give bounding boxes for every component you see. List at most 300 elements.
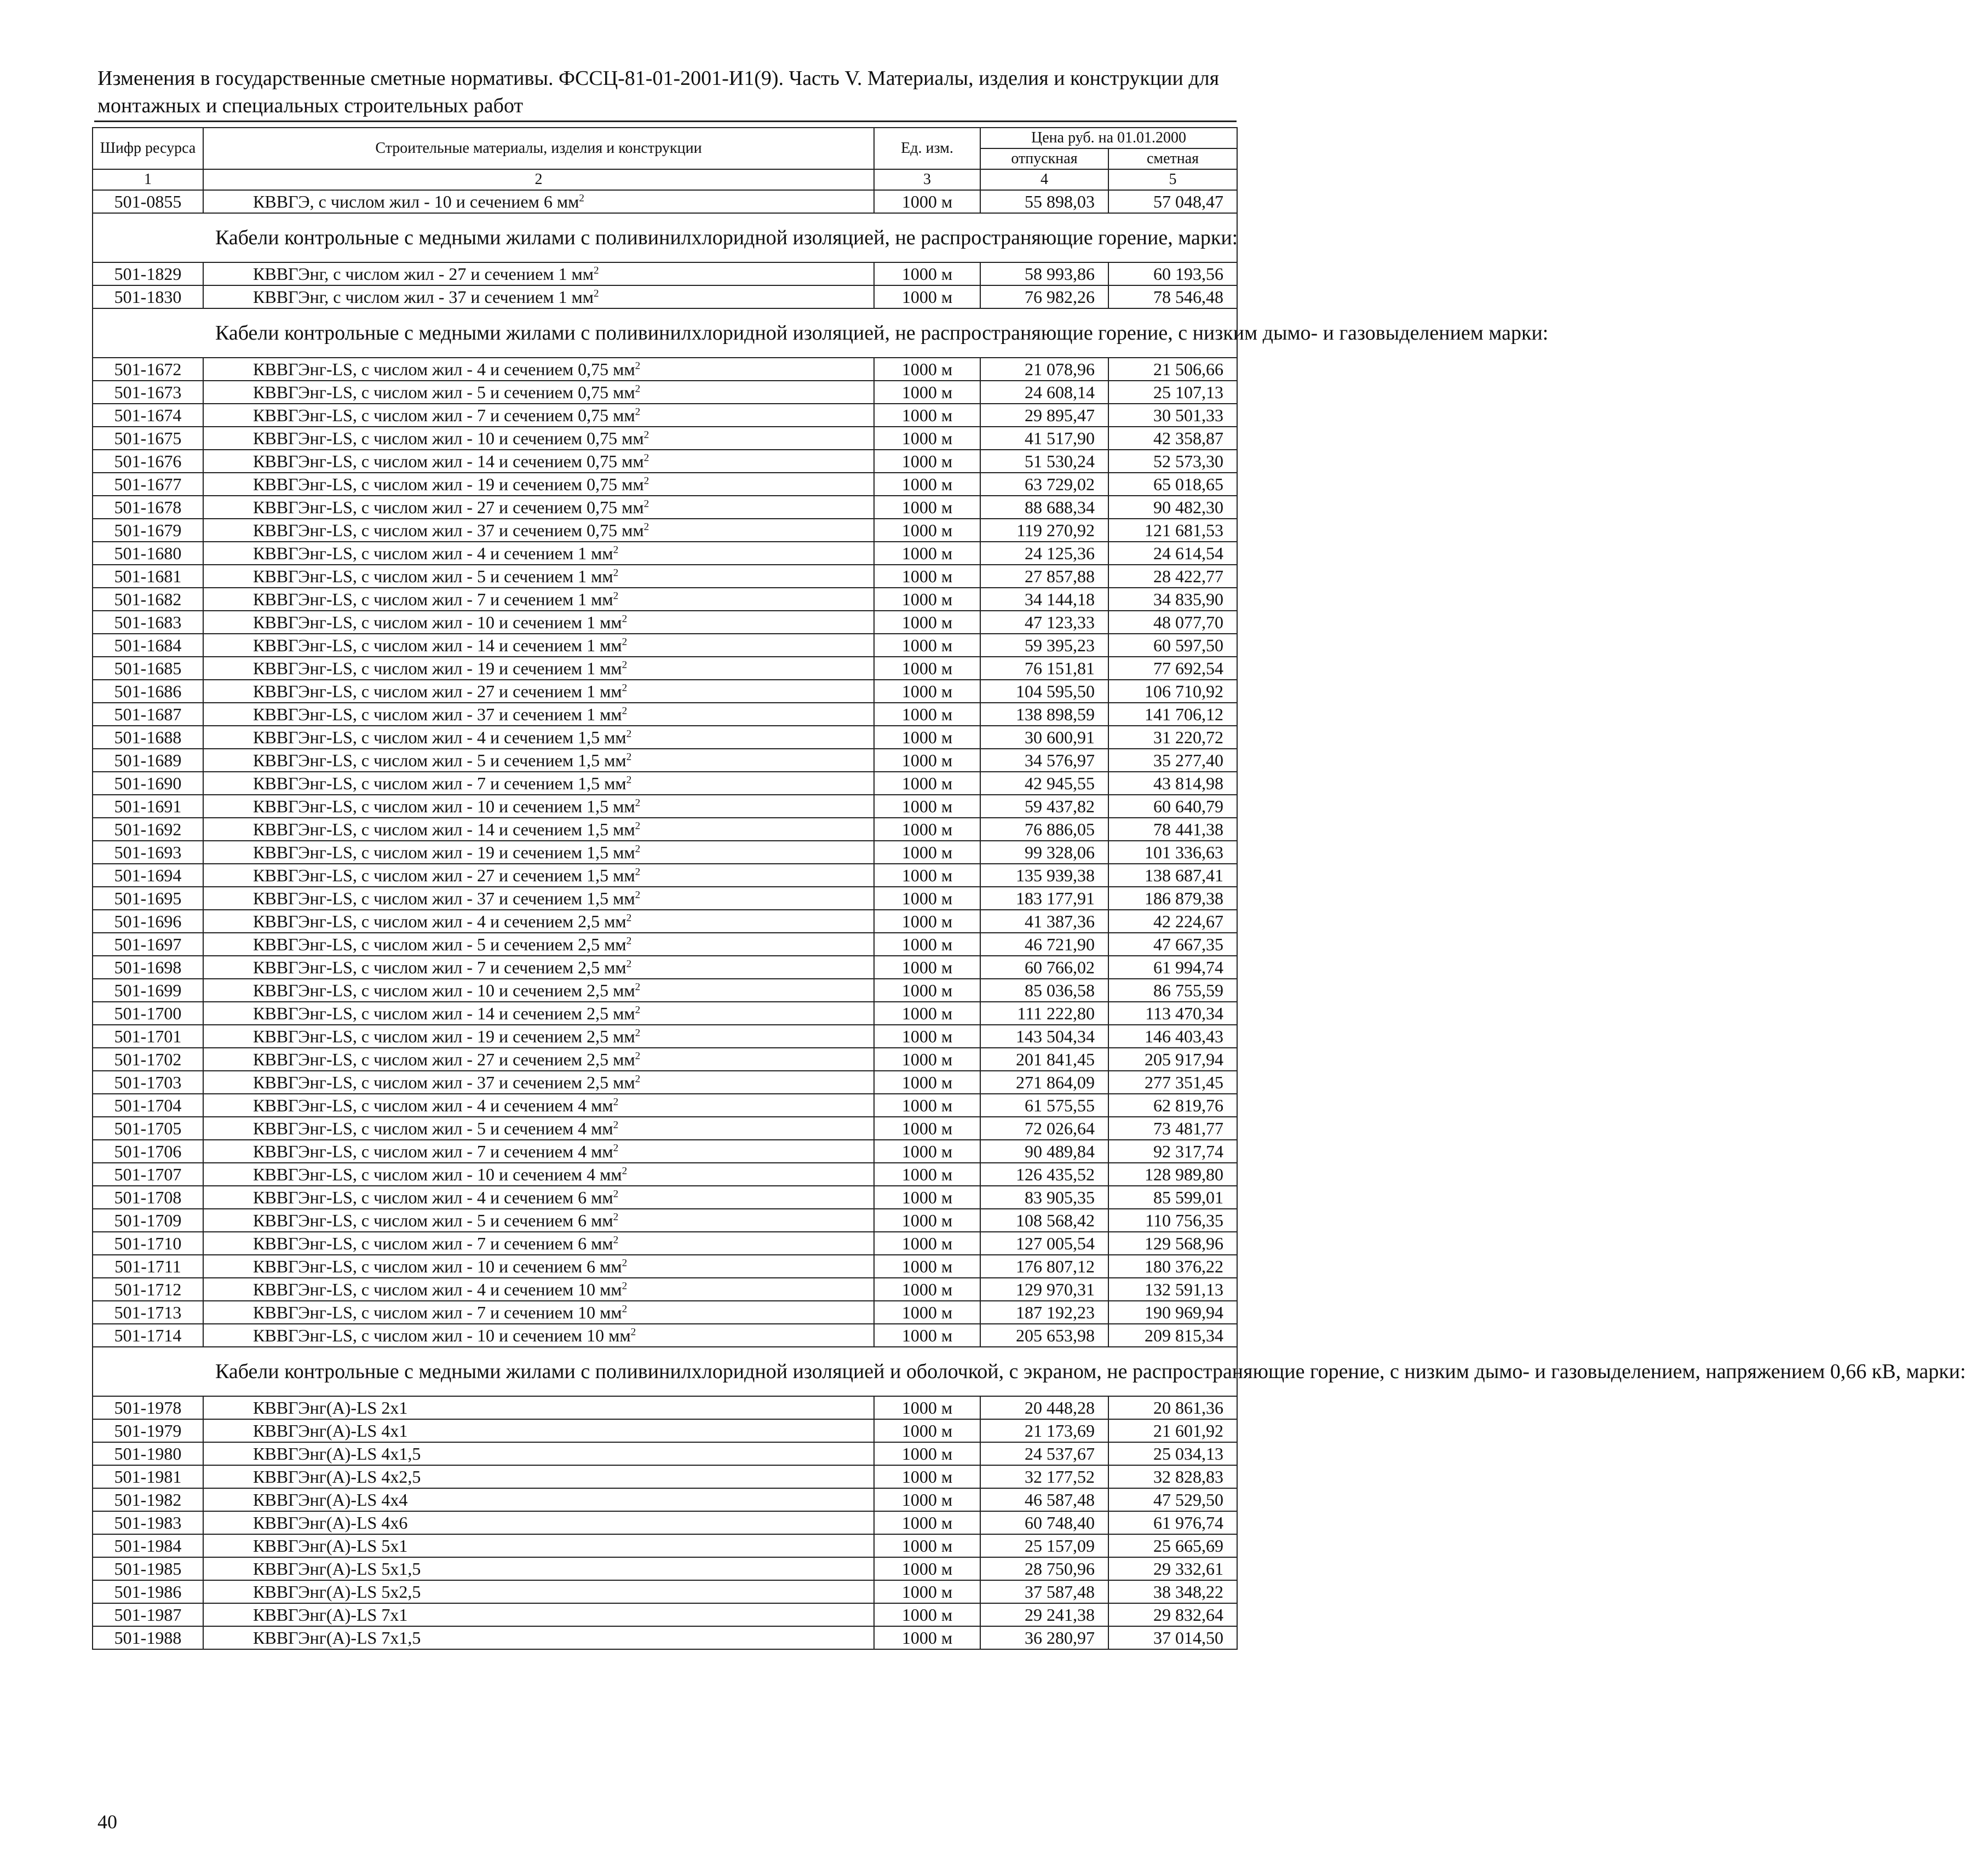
price-release: 138 898,59 xyxy=(980,703,1108,726)
price-release: 99 328,06 xyxy=(980,841,1108,864)
table-row xyxy=(93,933,1237,956)
material-name-cell xyxy=(203,1603,874,1626)
price-release: 187 192,23 xyxy=(980,1301,1108,1324)
table-row xyxy=(93,1301,1237,1324)
unit-cell: 1000 м xyxy=(874,1557,980,1580)
material-name: КВВГЭнг-LS, с числом жил - 37 и сечением 0,75 мм xyxy=(253,520,644,540)
price-estimate: 48 077,70 xyxy=(1108,611,1237,634)
material-name-cell xyxy=(203,1324,874,1347)
table-row xyxy=(93,1071,1237,1094)
material-name: КВВГЭнг-LS, с числом жил - 10 и сечением 2,5 мм xyxy=(253,980,635,1000)
material-name-cell xyxy=(203,1511,874,1534)
table-row xyxy=(93,1278,1237,1301)
resource-code: 501-1689 xyxy=(93,749,203,772)
price-estimate: 21 506,66 xyxy=(1108,358,1237,381)
material-name: КВВГЭнг-LS, с числом жил - 7 и сечением 10 мм xyxy=(253,1303,622,1322)
table-row xyxy=(93,1186,1237,1209)
material-name: КВВГЭнг-LS, с числом жил - 14 и сечением 1,5 мм xyxy=(253,819,635,839)
header-divider xyxy=(94,121,1237,122)
material-name-cell xyxy=(203,1094,874,1117)
unit-cell: 1000 м xyxy=(874,979,980,1002)
price-estimate: 141 706,12 xyxy=(1108,703,1237,726)
material-name: КВВГЭнг-LS, с числом жил - 10 и сечением 1 мм xyxy=(253,612,622,632)
unit-cell: 1000 м xyxy=(874,427,980,450)
unit-cell: 1000 м xyxy=(874,381,980,404)
table-row xyxy=(93,887,1237,910)
price-estimate: 128 989,80 xyxy=(1108,1163,1237,1186)
unit-cell: 1000 м xyxy=(874,910,980,933)
table-row xyxy=(93,588,1237,611)
resource-code: 501-1713 xyxy=(93,1301,203,1324)
resource-code: 501-1691 xyxy=(93,795,203,818)
unit-cell: 1000 м xyxy=(874,1255,980,1278)
material-name: КВВГЭнг-LS, с числом жил - 37 и сечением 1,5 мм xyxy=(253,888,635,908)
unit-cell: 1000 м xyxy=(874,1534,980,1557)
material-name-cell xyxy=(203,680,874,703)
material-name-cell xyxy=(203,1419,874,1442)
unit-cell: 1000 м xyxy=(874,1209,980,1232)
table-row xyxy=(93,749,1237,772)
material-name-cell xyxy=(203,473,874,496)
material-name-cell xyxy=(203,542,874,565)
price-estimate: 85 599,01 xyxy=(1108,1186,1237,1209)
unit-cell: 1000 м xyxy=(874,262,980,285)
superscript-unit: 2 xyxy=(613,1119,619,1131)
material-name: КВВГЭнг-LS, с числом жил - 19 и сечением 1,5 мм xyxy=(253,842,635,862)
material-name-cell xyxy=(203,285,874,308)
superscript-unit: 2 xyxy=(635,406,641,418)
group-heading-row xyxy=(93,1347,1237,1396)
resource-code: 501-1980 xyxy=(93,1442,203,1465)
unit-cell: 1000 м xyxy=(874,933,980,956)
resource-code: 501-1684 xyxy=(93,634,203,657)
material-name-cell xyxy=(203,1442,874,1465)
resource-code: 501-1700 xyxy=(93,1002,203,1025)
price-release: 24 125,36 xyxy=(980,542,1108,565)
superscript-unit: 2 xyxy=(635,1073,641,1085)
price-estimate: 32 828,83 xyxy=(1108,1465,1237,1488)
table-row xyxy=(93,1209,1237,1232)
unit-cell: 1000 м xyxy=(874,887,980,910)
superscript-unit: 2 xyxy=(630,1326,636,1338)
material-name-cell xyxy=(203,1002,874,1025)
unit-cell: 1000 м xyxy=(874,358,980,381)
resource-code: 501-1985 xyxy=(93,1557,203,1580)
price-release: 271 864,09 xyxy=(980,1071,1108,1094)
price-estimate: 25 107,13 xyxy=(1108,381,1237,404)
group-heading: Кабели контрольные с медными жилами с поливинилхлоридной изоляцией, не распространяющие горение, марки: xyxy=(203,213,1237,262)
price-estimate: 57 048,47 xyxy=(1108,190,1237,213)
table-row xyxy=(93,1140,1237,1163)
material-name: КВВГЭнг(А)-LS 5x1,5 xyxy=(253,1559,421,1579)
header-price-estimate: сметная xyxy=(1108,148,1237,169)
resource-code: 501-1690 xyxy=(93,772,203,795)
material-name: КВВГЭнг(А)-LS 5x1 xyxy=(253,1536,408,1556)
resource-code: 501-1679 xyxy=(93,519,203,542)
price-release: 47 123,33 xyxy=(980,611,1108,634)
resource-code: 501-1705 xyxy=(93,1117,203,1140)
superscript-unit: 2 xyxy=(622,1165,628,1177)
table-row xyxy=(93,1025,1237,1048)
resource-code: 501-1703 xyxy=(93,1071,203,1094)
resource-code: 501-1682 xyxy=(93,588,203,611)
superscript-unit: 2 xyxy=(613,590,619,602)
price-release: 88 688,34 xyxy=(980,496,1108,519)
material-name-cell xyxy=(203,427,874,450)
unit-cell: 1000 м xyxy=(874,841,980,864)
price-estimate: 42 358,87 xyxy=(1108,427,1237,450)
material-name-cell xyxy=(203,726,874,749)
material-name: КВВГЭнг, с числом жил - 27 и сечением 1 мм xyxy=(253,264,594,284)
material-name-cell xyxy=(203,634,874,657)
resource-code: 501-1711 xyxy=(93,1255,203,1278)
price-estimate: 29 832,64 xyxy=(1108,1603,1237,1626)
superscript-unit: 2 xyxy=(626,935,632,947)
unit-cell: 1000 м xyxy=(874,1396,980,1419)
unit-cell: 1000 м xyxy=(874,1603,980,1626)
price-release: 61 575,55 xyxy=(980,1094,1108,1117)
unit-cell: 1000 м xyxy=(874,1094,980,1117)
unit-cell: 1000 м xyxy=(874,1278,980,1301)
column-number: 2 xyxy=(203,169,874,190)
table-row xyxy=(93,680,1237,703)
price-estimate: 113 470,34 xyxy=(1108,1002,1237,1025)
price-release: 34 144,18 xyxy=(980,588,1108,611)
price-estimate: 186 879,38 xyxy=(1108,887,1237,910)
table-row xyxy=(93,864,1237,887)
table-row xyxy=(93,726,1237,749)
material-name: КВВГЭнг-LS, с числом жил - 5 и сечением 4 мм xyxy=(253,1118,613,1138)
document-header-title: Изменения в государственные сметные нормативы. ФССЦ-81-01-2001-И1(9). Часть V. Материалы, изделия и конструкции для монтажных и специальных строительных работ xyxy=(97,67,1220,117)
superscript-unit: 2 xyxy=(635,981,641,993)
material-name-cell xyxy=(203,450,874,473)
material-name-cell xyxy=(203,262,874,285)
resource-code: 501-1674 xyxy=(93,404,203,427)
price-release: 201 841,45 xyxy=(980,1048,1108,1071)
price-release: 42 945,55 xyxy=(980,772,1108,795)
material-name-cell xyxy=(203,496,874,519)
material-name: КВВГЭнг-LS, с числом жил - 7 и сечением 1 мм xyxy=(253,589,613,609)
material-name: КВВГЭнг(А)-LS 7x1,5 xyxy=(253,1628,421,1648)
price-release: 55 898,03 xyxy=(980,190,1108,213)
resource-code: 501-1708 xyxy=(93,1186,203,1209)
unit-cell: 1000 м xyxy=(874,1442,980,1465)
price-estimate: 110 756,35 xyxy=(1108,1209,1237,1232)
price-release: 41 387,36 xyxy=(980,910,1108,933)
price-release: 36 280,97 xyxy=(980,1626,1108,1649)
superscript-unit: 2 xyxy=(635,383,641,395)
material-name: КВВГЭнг(А)-LS 4x6 xyxy=(253,1513,408,1533)
table-body xyxy=(93,190,1966,1649)
material-name: КВВГЭнг-LS, с числом жил - 4 и сечением 10 мм xyxy=(253,1280,622,1299)
unit-cell: 1000 м xyxy=(874,956,980,979)
material-name-cell xyxy=(203,657,874,680)
resource-code: 501-1714 xyxy=(93,1324,203,1347)
price-release: 29 895,47 xyxy=(980,404,1108,427)
material-name: КВВГЭнг-LS, с числом жил - 27 и сечением 2,5 мм xyxy=(253,1049,635,1069)
superscript-unit: 2 xyxy=(643,521,649,533)
price-release: 59 395,23 xyxy=(980,634,1108,657)
table-row xyxy=(93,1603,1237,1626)
price-release: 126 435,52 xyxy=(980,1163,1108,1186)
material-name-cell xyxy=(203,1278,874,1301)
superscript-unit: 2 xyxy=(613,1188,619,1200)
unit-cell: 1000 м xyxy=(874,1002,980,1025)
price-estimate: 132 591,13 xyxy=(1108,1278,1237,1301)
unit-cell: 1000 м xyxy=(874,1419,980,1442)
superscript-unit: 2 xyxy=(622,636,628,648)
superscript-unit: 2 xyxy=(613,1142,619,1154)
price-release: 41 517,90 xyxy=(980,427,1108,450)
unit-cell: 1000 м xyxy=(874,726,980,749)
unit-cell: 1000 м xyxy=(874,588,980,611)
resource-code: 501-1695 xyxy=(93,887,203,910)
material-name: КВВГЭнг-LS, с числом жил - 10 и сечением 0,75 мм xyxy=(253,428,644,448)
price-estimate: 35 277,40 xyxy=(1108,749,1237,772)
material-name-cell xyxy=(203,1396,874,1419)
table-row xyxy=(93,404,1237,427)
header-price-release: отпускная xyxy=(980,148,1108,169)
resource-code: 501-1706 xyxy=(93,1140,203,1163)
price-release: 183 177,91 xyxy=(980,887,1108,910)
table-row xyxy=(93,1534,1237,1557)
price-estimate: 29 332,61 xyxy=(1108,1557,1237,1580)
table-row xyxy=(93,1117,1237,1140)
unit-cell: 1000 м xyxy=(874,565,980,588)
material-name: КВВГЭнг(А)-LS 4x4 xyxy=(253,1490,408,1510)
resource-code: 501-1983 xyxy=(93,1511,203,1534)
price-estimate: 60 193,56 xyxy=(1108,262,1237,285)
superscript-unit: 2 xyxy=(635,360,641,372)
table-row xyxy=(93,496,1237,519)
price-estimate: 52 573,30 xyxy=(1108,450,1237,473)
material-name: КВВГЭнг, с числом жил - 37 и сечением 1 мм xyxy=(253,287,594,307)
material-name: КВВГЭнг-LS, с числом жил - 4 и сечением 4 мм xyxy=(253,1095,613,1115)
material-name: КВВГЭнг-LS, с числом жил - 10 и сечением 1,5 мм xyxy=(253,796,635,816)
material-name-cell xyxy=(203,887,874,910)
resource-code: 501-1681 xyxy=(93,565,203,588)
material-name-cell xyxy=(203,1209,874,1232)
material-name-cell xyxy=(203,1465,874,1488)
price-estimate: 205 917,94 xyxy=(1108,1048,1237,1071)
superscript-unit: 2 xyxy=(635,889,641,901)
price-estimate: 73 481,77 xyxy=(1108,1117,1237,1140)
price-release: 83 905,35 xyxy=(980,1186,1108,1209)
unit-cell: 1000 м xyxy=(874,1163,980,1186)
unit-cell: 1000 м xyxy=(874,1048,980,1071)
material-name: КВВГЭнг-LS, с числом жил - 10 и сечением 6 мм xyxy=(253,1257,622,1276)
price-estimate: 61 976,74 xyxy=(1108,1511,1237,1534)
material-name-cell xyxy=(203,1534,874,1557)
unit-cell: 1000 м xyxy=(874,1186,980,1209)
header-name: Строительные материалы, изделия и конструкции xyxy=(203,128,874,169)
price-estimate: 42 224,67 xyxy=(1108,910,1237,933)
material-name: КВВГЭнг-LS, с числом жил - 5 и сечением 0,75 мм xyxy=(253,382,635,402)
price-estimate: 101 336,63 xyxy=(1108,841,1237,864)
group-heading: Кабели контрольные с медными жилами с поливинилхлоридной изоляцией и оболочкой, с экраном, не распространяющие горение, с низким дымо- и газовыделением, напряжением 0,66 кВ, марки: xyxy=(203,1347,1237,1396)
price-estimate: 78 546,48 xyxy=(1108,285,1237,308)
table-row xyxy=(93,703,1237,726)
resource-code: 501-1675 xyxy=(93,427,203,450)
material-name: КВВГЭнг-LS, с числом жил - 4 и сечением 0,75 мм xyxy=(253,359,635,379)
superscript-unit: 2 xyxy=(635,820,641,832)
resource-code: 501-1687 xyxy=(93,703,203,726)
group-heading-row xyxy=(93,213,1237,262)
table-row xyxy=(93,427,1237,450)
header-price-group: Цена руб. на 01.01.2000 xyxy=(980,128,1237,148)
resource-code: 501-1988 xyxy=(93,1626,203,1649)
price-release: 127 005,54 xyxy=(980,1232,1108,1255)
material-name-cell xyxy=(203,404,874,427)
price-release: 104 595,50 xyxy=(980,680,1108,703)
superscript-unit: 2 xyxy=(594,288,599,300)
price-release: 59 437,82 xyxy=(980,795,1108,818)
superscript-unit: 2 xyxy=(622,659,628,671)
price-estimate: 62 819,76 xyxy=(1108,1094,1237,1117)
price-estimate: 78 441,38 xyxy=(1108,818,1237,841)
material-name: КВВГЭнг-LS, с числом жил - 14 и сечением 0,75 мм xyxy=(253,451,644,471)
superscript-unit: 2 xyxy=(635,866,641,878)
resource-code: 501-1702 xyxy=(93,1048,203,1071)
resource-code: 501-1677 xyxy=(93,473,203,496)
material-name-cell xyxy=(203,818,874,841)
material-name: КВВГЭнг-LS, с числом жил - 7 и сечением 6 мм xyxy=(253,1234,613,1253)
unit-cell: 1000 м xyxy=(874,1626,980,1649)
material-name-cell xyxy=(203,358,874,381)
material-name: КВВГЭнг-LS, с числом жил - 4 и сечением 1,5 мм xyxy=(253,727,626,747)
material-name-cell xyxy=(203,933,874,956)
table-row xyxy=(93,611,1237,634)
resource-code: 501-1987 xyxy=(93,1603,203,1626)
unit-cell: 1000 м xyxy=(874,285,980,308)
unit-cell: 1000 м xyxy=(874,1488,980,1511)
material-name-cell xyxy=(203,1140,874,1163)
resource-code: 501-1699 xyxy=(93,979,203,1002)
material-name: КВВГЭнг(А)-LS 4x1 xyxy=(253,1421,408,1441)
resource-code: 501-1710 xyxy=(93,1232,203,1255)
table-row xyxy=(93,1511,1237,1534)
price-estimate: 209 815,34 xyxy=(1108,1324,1237,1347)
resource-code: 501-1829 xyxy=(93,262,203,285)
price-estimate: 34 835,90 xyxy=(1108,588,1237,611)
price-release: 29 241,38 xyxy=(980,1603,1108,1626)
price-release: 20 448,28 xyxy=(980,1396,1108,1419)
resource-code: 501-1986 xyxy=(93,1580,203,1603)
group-code-cell xyxy=(93,1347,203,1396)
price-release: 46 587,48 xyxy=(980,1488,1108,1511)
table-row xyxy=(93,519,1237,542)
unit-cell: 1000 м xyxy=(874,611,980,634)
superscript-unit: 2 xyxy=(626,958,632,970)
material-name-cell xyxy=(203,1580,874,1603)
table-row xyxy=(93,1048,1237,1071)
table-row xyxy=(93,979,1237,1002)
material-name-cell xyxy=(203,772,874,795)
material-name-cell xyxy=(203,795,874,818)
material-name: КВВГЭнг(А)-LS 7x1 xyxy=(253,1605,408,1625)
unit-cell: 1000 м xyxy=(874,680,980,703)
price-release: 34 576,97 xyxy=(980,749,1108,772)
material-name: КВВГЭнг-LS, с числом жил - 5 и сечением 6 мм xyxy=(253,1210,613,1230)
column-number: 5 xyxy=(1108,169,1237,190)
material-name-cell xyxy=(203,1232,874,1255)
price-release: 176 807,12 xyxy=(980,1255,1108,1278)
resource-code: 501-1683 xyxy=(93,611,203,634)
resource-code: 501-1673 xyxy=(93,381,203,404)
header-unit: Ед. изм. xyxy=(874,128,980,169)
resource-code: 501-1704 xyxy=(93,1094,203,1117)
resource-code: 501-1678 xyxy=(93,496,203,519)
material-name-cell xyxy=(203,381,874,404)
unit-cell: 1000 м xyxy=(874,542,980,565)
material-name: КВВГЭнг-LS, с числом жил - 7 и сечением 1,5 мм xyxy=(253,773,626,793)
material-name-cell xyxy=(203,1048,874,1071)
table-row xyxy=(93,190,1237,213)
price-release: 76 982,26 xyxy=(980,285,1108,308)
material-name: КВВГЭнг-LS, с числом жил - 10 и сечением 4 мм xyxy=(253,1164,622,1184)
price-release: 143 504,34 xyxy=(980,1025,1108,1048)
table-row xyxy=(93,1419,1237,1442)
price-estimate: 106 710,92 xyxy=(1108,680,1237,703)
material-name-cell xyxy=(203,1626,874,1649)
material-name: КВВГЭнг(А)-LS 4x1,5 xyxy=(253,1444,421,1464)
superscript-unit: 2 xyxy=(594,265,599,277)
superscript-unit: 2 xyxy=(643,429,649,441)
table-row xyxy=(93,1002,1237,1025)
table-row xyxy=(93,1557,1237,1580)
resource-code: 501-1982 xyxy=(93,1488,203,1511)
price-estimate: 77 692,54 xyxy=(1108,657,1237,680)
material-name-cell xyxy=(203,749,874,772)
resource-code: 501-1981 xyxy=(93,1465,203,1488)
superscript-unit: 2 xyxy=(635,1004,641,1016)
material-name: КВВГЭнг(А)-LS 4x2,5 xyxy=(253,1467,421,1487)
resource-code: 501-1698 xyxy=(93,956,203,979)
price-release: 60 748,40 xyxy=(980,1511,1108,1534)
price-release: 108 568,42 xyxy=(980,1209,1108,1232)
unit-cell: 1000 м xyxy=(874,1117,980,1140)
price-estimate: 60 597,50 xyxy=(1108,634,1237,657)
material-name-cell xyxy=(203,1255,874,1278)
price-estimate: 146 403,43 xyxy=(1108,1025,1237,1048)
table-row xyxy=(93,1465,1237,1488)
unit-cell: 1000 м xyxy=(874,634,980,657)
unit-cell: 1000 м xyxy=(874,772,980,795)
material-name-cell xyxy=(203,611,874,634)
price-release: 28 750,96 xyxy=(980,1557,1108,1580)
price-release: 25 157,09 xyxy=(980,1534,1108,1557)
table-row xyxy=(93,910,1237,933)
material-name: КВВГЭнг-LS, с числом жил - 27 и сечением 1 мм xyxy=(253,681,622,701)
superscript-unit: 2 xyxy=(622,705,628,717)
price-estimate: 90 482,30 xyxy=(1108,496,1237,519)
price-estimate: 21 601,92 xyxy=(1108,1419,1237,1442)
resource-code: 501-1680 xyxy=(93,542,203,565)
superscript-unit: 2 xyxy=(613,1096,619,1108)
resource-code: 501-1712 xyxy=(93,1278,203,1301)
unit-cell: 1000 м xyxy=(874,818,980,841)
table-row xyxy=(93,1324,1237,1347)
unit-cell: 1000 м xyxy=(874,1580,980,1603)
price-release: 85 036,58 xyxy=(980,979,1108,1002)
unit-cell: 1000 м xyxy=(874,1140,980,1163)
superscript-unit: 2 xyxy=(613,567,619,579)
price-release: 90 489,84 xyxy=(980,1140,1108,1163)
price-release: 60 766,02 xyxy=(980,956,1108,979)
table-row xyxy=(93,358,1237,381)
resource-code: 501-1979 xyxy=(93,1419,203,1442)
price-release: 119 270,92 xyxy=(980,519,1108,542)
